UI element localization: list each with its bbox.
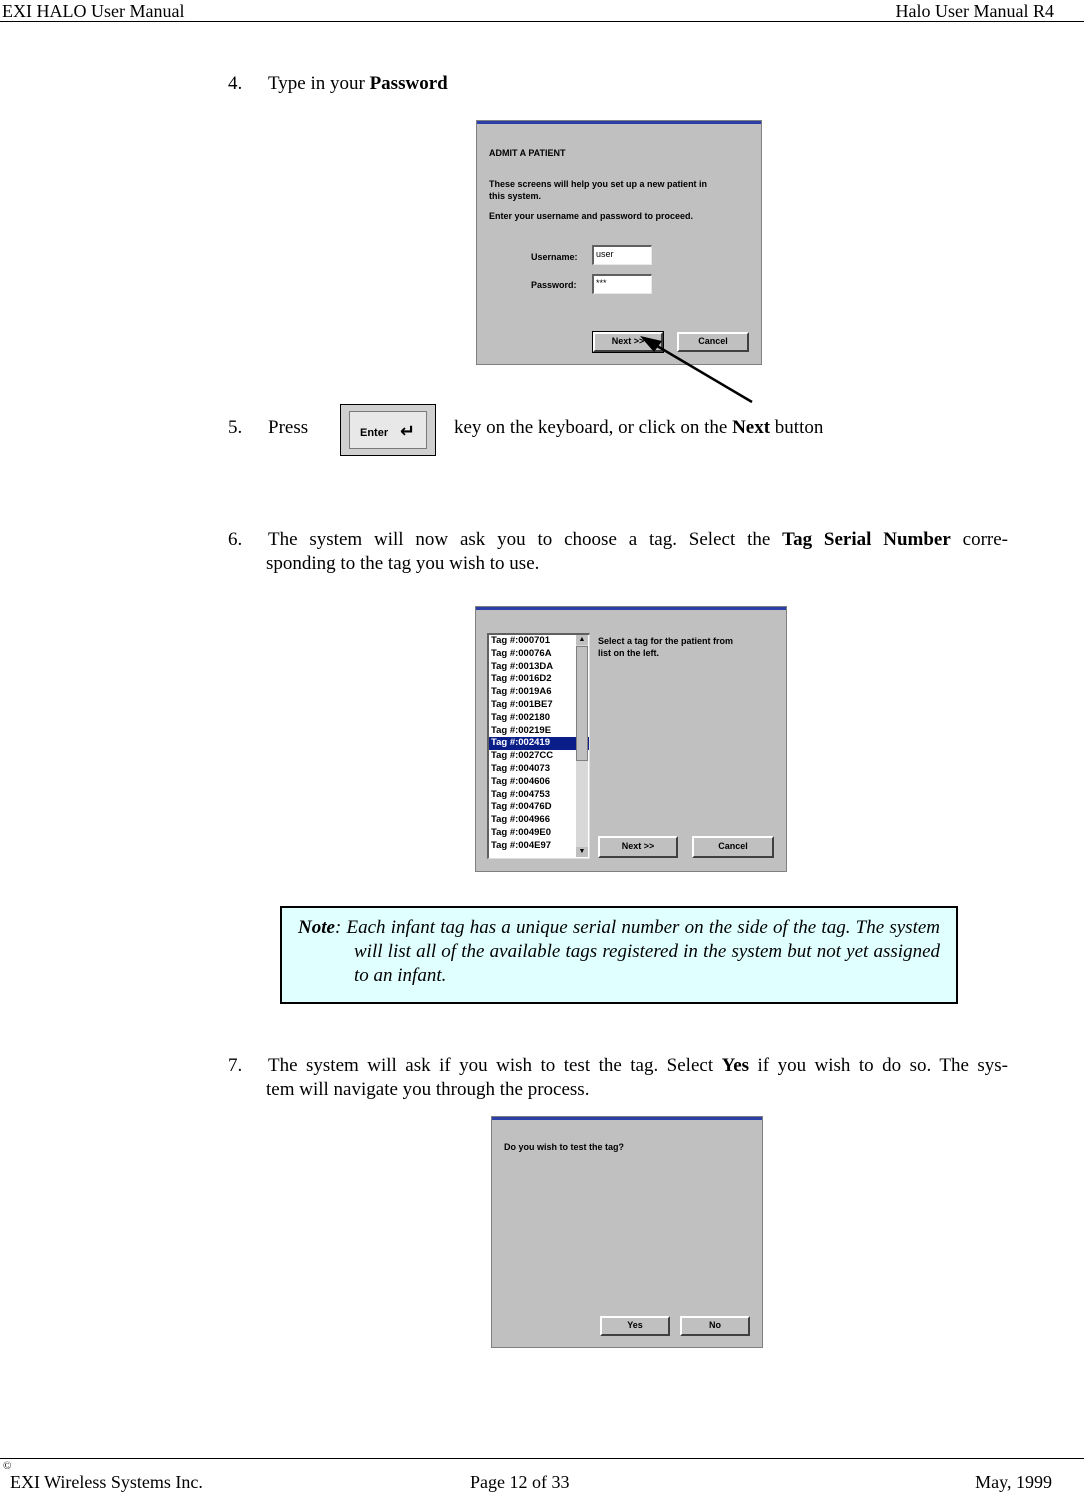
step-press-text: Press [268, 417, 309, 438]
tag-list-item[interactable]: Tag #:004E97 [491, 839, 552, 851]
dialog-intro-line1: These screens will help you set up a new patient in [489, 179, 708, 189]
username-label: Username: [531, 252, 578, 262]
test-tag-dialog [491, 1116, 763, 1348]
tag-list-item[interactable]: Tag #:001BE7 [491, 698, 553, 710]
step-5-press [228, 416, 308, 440]
arrow-line [652, 343, 752, 402]
step-bold: Yes [721, 1055, 750, 1076]
step-7-line1 [228, 1054, 1008, 1078]
step-text: Type in your [268, 73, 370, 94]
step-text-b: corre- [950, 529, 1009, 550]
footer-rule [0, 1458, 1084, 1459]
header-left: EXI HALO User Manual [2, 1, 185, 21]
enter-key-label: Enter [360, 427, 389, 439]
yes-button[interactable]: Yes [600, 1316, 670, 1336]
tag-list-item[interactable]: Tag #:0019A6 [491, 686, 552, 698]
step-number: 7. [228, 1055, 243, 1076]
instruction-line1: Select a tag for the patient from [598, 636, 734, 646]
cancel-button[interactable]: Cancel [692, 836, 774, 858]
footer-date: May, 1999 [975, 1472, 1052, 1492]
step-bold: Next [732, 417, 771, 438]
tag-list-items [489, 635, 589, 853]
note-paragraph [298, 916, 940, 988]
next-button[interactable]: Next >> [593, 332, 663, 352]
footer-company: EXI Wireless Systems Inc. [10, 1472, 203, 1492]
instruction-line2: list on the left. [598, 648, 660, 658]
step-text: The system will ask if you wish to test the tag. Select [268, 1055, 722, 1076]
enter-key-icon [340, 404, 436, 456]
dialog-intro-line2: this system. [489, 191, 542, 201]
scroll-down-icon[interactable]: ▼ [576, 847, 588, 857]
test-question: Do you wish to test the tag? [504, 1142, 625, 1152]
copyright-icon: © [3, 1460, 12, 1472]
no-button[interactable]: No [680, 1316, 750, 1336]
note-text: : Each infant tag has a unique serial number on the side of the tag. The system will list all of the available tags registered in the system but not yet assigned to an infant. [334, 917, 940, 986]
tag-list-item[interactable]: Tag #:002419 [489, 737, 589, 750]
tag-list-item[interactable]: Tag #:004753 [491, 788, 550, 800]
step-number: 6. [228, 529, 243, 550]
dialog-top-edge [476, 607, 786, 610]
tag-list[interactable] [487, 633, 590, 859]
scroll-up-icon[interactable]: ▲ [576, 635, 588, 645]
tag-list-item[interactable]: Tag #:0016D2 [491, 673, 552, 685]
tag-list-item[interactable]: Tag #:004606 [491, 775, 550, 787]
tag-list-item[interactable]: Tag #:0013DA [491, 660, 554, 672]
step-6 [228, 528, 1008, 576]
tag-list-scrollbar[interactable] [576, 635, 588, 857]
password-input[interactable]: *** [592, 274, 652, 294]
step-number: 4. [228, 73, 243, 94]
username-input[interactable]: user [592, 245, 652, 265]
step-text: key on the keyboard, or click on the [454, 417, 733, 438]
step-number: 5. [228, 417, 243, 438]
step-6-line1 [228, 528, 1008, 552]
tag-list-item[interactable]: Tag #:004073 [491, 762, 550, 774]
tag-list-item[interactable]: Tag #:00076A [491, 647, 552, 659]
step-text: The system will now ask you to choose a tag. Select the [268, 529, 783, 550]
step-text-b: if you wish to do so. The sys- [749, 1055, 1009, 1076]
tag-list-item[interactable]: Tag #:000701 [491, 635, 550, 646]
footer-page: Page 12 of 33 [470, 1472, 570, 1492]
tag-list-item[interactable]: Tag #:00219E [491, 724, 552, 736]
next-button[interactable]: Next >> [598, 836, 678, 858]
arrow-head [640, 336, 662, 352]
enter-key-face [349, 411, 427, 449]
dialog-intro-line3: Enter your username and password to proceed. [489, 211, 694, 221]
tag-list-item[interactable]: Tag #:0027CC [491, 750, 554, 762]
note-label: Note [298, 917, 335, 938]
tag-list-item[interactable]: Tag #:004966 [491, 814, 550, 826]
tag-select-dialog [475, 606, 787, 872]
step-bold: Password [369, 73, 448, 94]
enter-arrow-icon: ↵ [400, 421, 416, 441]
header-right: Halo User Manual R4 [895, 1, 1054, 21]
tag-list-item[interactable]: Tag #:002180 [491, 711, 550, 723]
step-7-line2: tem will navigate you through the process. [266, 1079, 590, 1100]
step-6-line2: sponding to the tag you wish to use. [266, 553, 540, 574]
dialog-top-edge [492, 1117, 762, 1120]
tag-list-item[interactable]: Tag #:0049E0 [491, 826, 552, 838]
password-label: Password: [531, 280, 577, 290]
cancel-button[interactable]: Cancel [677, 332, 749, 352]
step-7 [228, 1054, 1008, 1102]
step-bold: Tag Serial Number [782, 529, 951, 550]
step-5-text [454, 416, 823, 440]
dialog-title: ADMIT A PATIENT [489, 148, 566, 158]
scroll-thumb[interactable] [576, 646, 588, 761]
note-box [280, 906, 958, 1004]
step-tail: button [770, 417, 824, 438]
tag-list-item[interactable]: Tag #:00476D [491, 801, 552, 813]
